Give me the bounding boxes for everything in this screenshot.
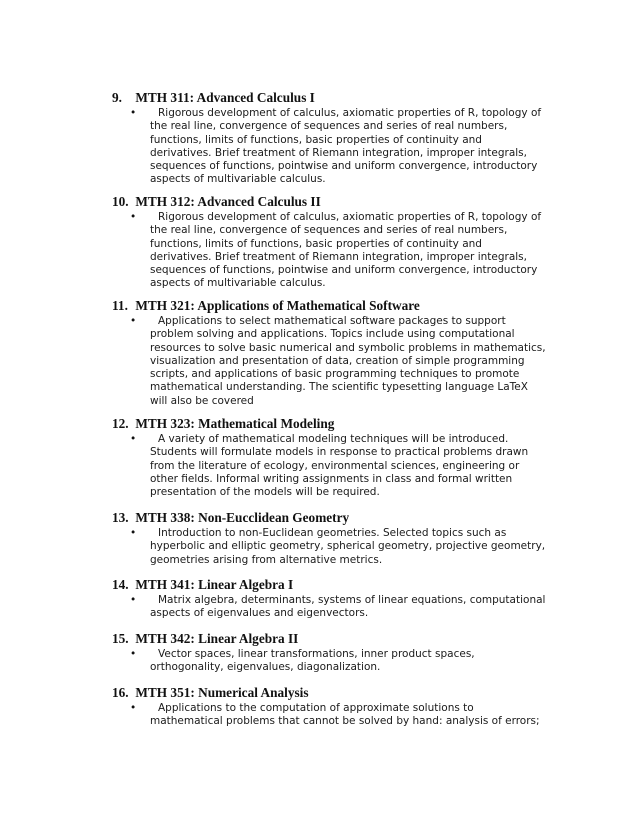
description-line: visualization and presentation of data, creation of simple programming [150, 354, 525, 367]
course-code-title: MTH 312: Advanced Calculus II [135, 194, 321, 209]
course-code-title: MTH 341: Linear Algebra I [135, 577, 294, 592]
course-number: 13. [112, 510, 129, 525]
course-number: 12. [112, 416, 129, 431]
course-entry-mth-351 [112, 685, 552, 729]
bullet-icon: • [130, 315, 137, 327]
description-line: resources to solve basic numerical and symbolic problems in mathematics, [150, 341, 546, 354]
description-line: hyperbolic and elliptic geometry, spherical geometry, projective geometry, [150, 540, 546, 553]
course-code-title: MTH 323: Mathematical Modeling [135, 416, 335, 431]
course-entry-mth-311 [112, 90, 552, 187]
description-line: the real line, convergence of sequences and series of real numbers, [150, 120, 508, 133]
course-entry-mth-341 [112, 577, 552, 621]
description-line: aspects of eigenvalues and eigenvectors. [150, 607, 369, 620]
description-line: sequences of functions, pointwise and uniform convergence, introductory [150, 160, 538, 173]
course-description [150, 648, 552, 675]
course-entry-mth-312 [112, 194, 552, 291]
course-number: 16. [112, 685, 129, 700]
course-heading [112, 577, 552, 593]
bullet-icon: • [130, 702, 137, 714]
course-description [150, 315, 552, 408]
course-entry-mth-323 [112, 416, 552, 499]
description-line: Applications to select mathematical software packages to support [158, 315, 506, 327]
description-line: derivatives. Brief treatment of Riemann integration, improper integrals, [150, 250, 527, 263]
description-line: functions, limits of functions, basic properties of continuity and [150, 237, 482, 250]
course-description [150, 594, 552, 621]
course-description-item [112, 702, 552, 729]
course-description [150, 702, 552, 729]
course-description-item [112, 107, 552, 187]
description-line: from the literature of ecology, environmental sciences, engineering or [150, 459, 520, 472]
bullet-icon: • [130, 527, 137, 539]
description-line: aspects of multivariable calculus. [150, 173, 326, 186]
course-number: 14. [112, 577, 129, 592]
course-heading [112, 416, 552, 432]
bullet-icon: • [130, 433, 137, 445]
description-line: orthogonality, eigenvalues, diagonalization. [150, 661, 381, 674]
description-line: Applications to the computation of approximate solutions to [158, 702, 474, 714]
description-line: geometries arising from alternative metrics. [150, 553, 383, 566]
course-code-title: MTH 342: Linear Algebra II [135, 631, 299, 646]
course-code-title: MTH 311: Advanced Calculus I [135, 90, 315, 105]
description-line: problem solving and applications. Topics include using computational [150, 328, 515, 341]
course-code-title: MTH 338: Non-Eucclidean Geometry [135, 510, 350, 525]
description-line: functions, limits of functions, basic properties of continuity and [150, 133, 482, 146]
course-description [150, 107, 552, 187]
description-line: Introduction to non-Euclidean geometries. Selected topics such as [158, 527, 507, 539]
course-description-item [112, 315, 552, 408]
description-line: aspects of multivariable calculus. [150, 277, 326, 290]
course-description-item [112, 211, 552, 291]
description-line: Matrix algebra, determinants, systems of linear equations, computational [158, 594, 546, 606]
course-heading [112, 298, 552, 314]
course-number: 9. [112, 90, 122, 105]
course-description [150, 211, 552, 291]
course-heading [112, 685, 552, 701]
course-entry-mth-338 [112, 510, 552, 567]
description-line: derivatives. Brief treatment of Riemann integration, improper integrals, [150, 146, 527, 159]
description-line: the real line, convergence of sequences and series of real numbers, [150, 224, 508, 237]
course-code-title: MTH 321: Applications of Mathematical Software [135, 298, 420, 313]
course-number: 10. [112, 194, 129, 209]
course-heading [112, 631, 552, 647]
course-entry-mth-321 [112, 298, 552, 408]
description-line: scripts, and applications of basic programming techniques to promote [150, 368, 520, 381]
course-description [150, 433, 552, 499]
description-line: other fields. Informal writing assignments in class and formal written [150, 472, 513, 485]
description-line: presentation of the models will be required. [150, 486, 380, 499]
bullet-icon: • [130, 648, 137, 660]
course-description-item [112, 648, 552, 675]
course-heading [112, 510, 552, 526]
description-line: A variety of mathematical modeling techniques will be introduced. [158, 433, 509, 445]
course-description-item [112, 433, 552, 499]
course-heading [112, 90, 552, 106]
description-line: Rigorous development of calculus, axiomatic properties of R, topology of [158, 107, 542, 119]
course-code-title: MTH 351: Numerical Analysis [135, 685, 309, 700]
course-description-item [112, 594, 552, 621]
bullet-icon: • [130, 107, 137, 119]
description-line: sequences of functions, pointwise and uniform convergence, introductory [150, 264, 538, 277]
course-heading [112, 194, 552, 210]
description-line: Vector spaces, linear transformations, inner product spaces, [158, 648, 475, 660]
course-description-item [112, 527, 552, 567]
description-line: mathematical understanding. The scientific typesetting language LaTeX [150, 381, 528, 394]
course-number: 15. [112, 631, 129, 646]
course-number: 11. [112, 298, 128, 313]
description-line: Students will formulate models in response to practical problems drawn [150, 446, 529, 459]
course-entry-mth-342 [112, 631, 552, 675]
description-line: mathematical problems that cannot be solved by hand: analysis of errors; [150, 715, 540, 728]
bullet-icon: • [130, 594, 137, 606]
description-line: Rigorous development of calculus, axiomatic properties of R, topology of [158, 211, 542, 223]
course-description [150, 527, 552, 567]
description-line: will also be covered [150, 394, 254, 407]
bullet-icon: • [130, 211, 137, 223]
